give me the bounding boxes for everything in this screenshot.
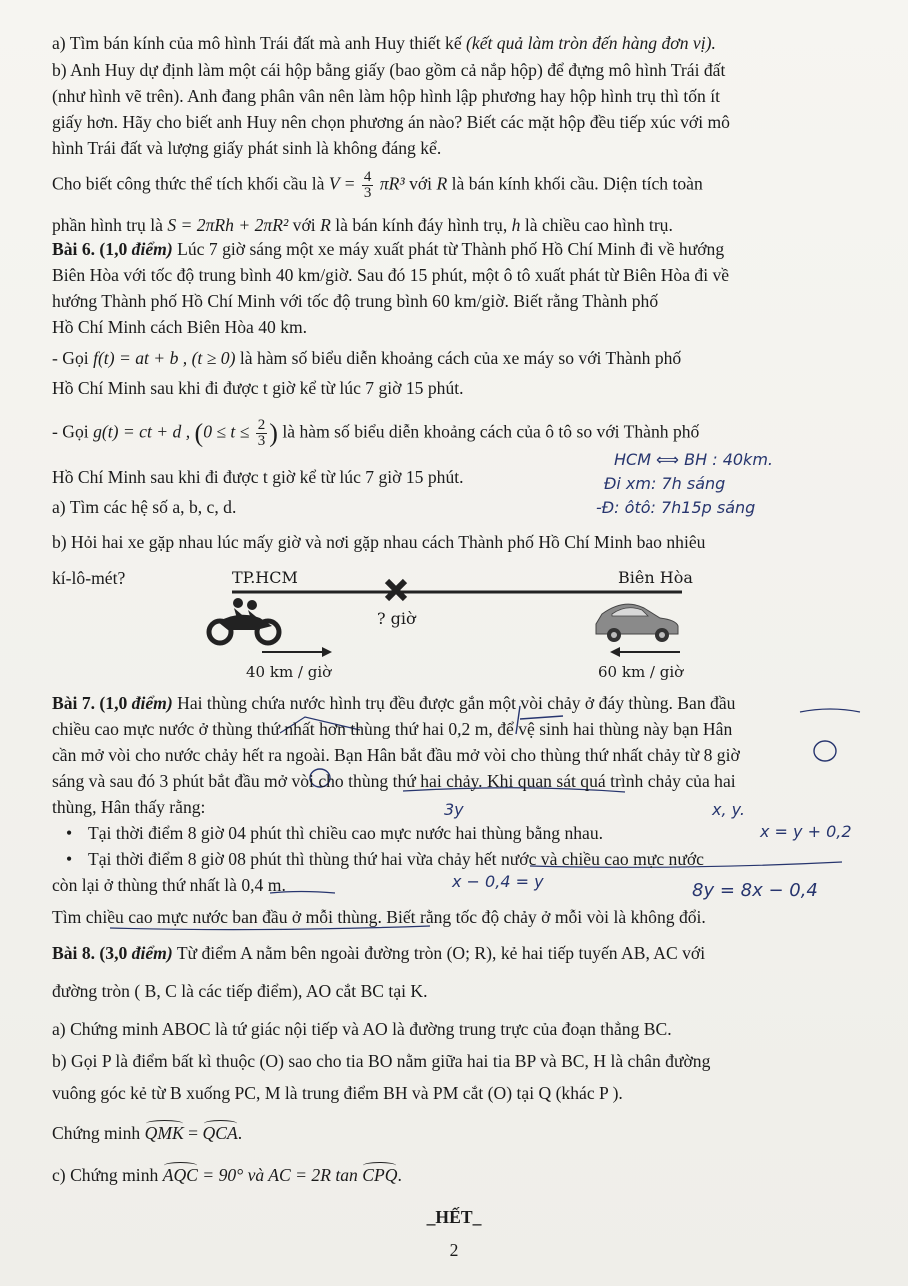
text-line: b) Hỏi hai xe gặp nhau lúc mấy giờ và nơi gặp nhau cách Thành phố Hồ Chí Minh bao nhiêu (52, 532, 706, 552)
end-marker: _HẾT_ (426, 1207, 482, 1227)
problem-7-heading: Bài 7. (1,0 điểm) Hai thùng chứa nước hình trụ đều được gắn một vòi chảy ở đáy thùng. Ban đầu (52, 693, 736, 713)
text-line: Tìm chiều cao mực nước ban đầu ở mỗi thùng. Biết rằng tốc độ chảy ở mỗi vòi là không đổi. (52, 907, 706, 927)
text-line: sáng và sau đó 3 phút bắt đầu mở vòi cho thùng thứ hai chảy. Khi quan sát quá trình chảy của hai (52, 771, 736, 791)
bullet-item: • Tại thời điểm 8 giờ 04 phút thì chiều cao mực nước hai thùng bằng nhau. (88, 822, 603, 844)
arrow-left-icon (610, 647, 680, 657)
car-icon (596, 604, 678, 642)
figure-label-meet-time: ? giờ (377, 609, 416, 628)
formula-line: - Gọi g(t) = ct + d , (0 ≤ t ≤ $\frac{2}{3}$ ) là hàm số biểu diễn khoảng cách của ô tô so với Thành phố (52, 417, 700, 449)
text-line: Hồ Chí Minh cách Biên Hòa 40 km. (52, 317, 308, 337)
formula-line: Cho biết công thức thể tích khối cầu là V = $\frac{4}{3}$ πR³ với R là bán kính khối cầu. Diện tích toàn (52, 169, 703, 201)
text-line: (như hình vẽ trên). Anh đang phân vân nên làm hộp hình lập phương hay hộp hình trụ thì tốn ít (52, 86, 721, 106)
fraction: $\frac{4}{3}$ (363, 169, 372, 201)
meeting-cross-icon (387, 581, 405, 599)
handwritten-note: x, y. (712, 800, 745, 819)
formula-line: c) Chứng minh AQC = 90° và AC = 2R tan CPQ. (52, 1165, 402, 1185)
handwritten-note: 8y = 8x − 0,4 (692, 880, 818, 901)
formula-line: Chứng minh QMK = QCA. (52, 1123, 243, 1143)
problem-8-heading: Bài 8. (3,0 điểm) Từ điểm A nằm bên ngoài đường tròn (O; R), kẻ hai tiếp tuyến AB, AC với (52, 943, 706, 963)
handwritten-note: x = y + 0,2 (760, 822, 852, 841)
text-line: a) Tìm các hệ số a, b, c, d. (52, 497, 237, 517)
text-line: a) Tìm bán kính của mô hình Trái đất mà anh Huy thiết kế (kết quả làm tròn đến hàng đơn vị). (52, 33, 716, 53)
arrow-right-icon (262, 647, 332, 657)
text-line: kí-lô-mét? (52, 568, 126, 588)
text-line: giấy hơn. Hãy cho biết anh Huy nên chọn phương án nào? Biết các mặt hộp đều tiếp xúc với mô (52, 112, 730, 132)
handwritten-note: HCM ⟺ BH : 40km. (614, 450, 773, 469)
figure-label-bienhoa: Biên Hòa (618, 568, 693, 587)
formula-line: - Gọi f(t) = at + b , (t ≥ 0) là hàm số biểu diễn khoảng cách của xe máy so với Thành phố (52, 348, 682, 368)
text-line: cần mở vòi cho nước chảy hết ra ngoài. Bạn Hân bắt đầu mở vòi cho thùng thứ nhất chảy từ 8 giờ (52, 745, 740, 765)
text-line: b) Anh Huy dự định làm một cái hộp bằng giấy (bao gồm cả nắp hộp) để đựng mô hình Trái đất (52, 60, 726, 80)
text-line: hình Trái đất và lượng giấy phát sinh là không đáng kể. (52, 138, 442, 158)
handwritten-note: -Đ: ôtô: 7h15p sáng (596, 498, 756, 517)
handwritten-note: Đi xm: 7h sáng (604, 474, 726, 493)
text-line: a) Chứng minh ABOC là tứ giác nội tiếp và AO là đường trung trực của đoạn thẳng BC. (52, 1019, 672, 1039)
text-line: chiều cao mực nước ở thùng thứ nhất hơn thùng thứ hai 0,2 m, để vệ sinh hai thùng này bạn Hân (52, 719, 733, 739)
text-line: còn lại ở thùng thứ nhất là 0,4 m. (52, 875, 286, 895)
figure-label-hcm: TP.HCM (232, 568, 298, 587)
page-number: 2 (449, 1240, 459, 1260)
text-line: b) Gọi P là điểm bất kì thuộc (O) sao cho tia BO nằm giữa hai tia BP và BC, H là chân đường (52, 1051, 711, 1071)
figure-speed-left: 40 km / giờ (246, 663, 332, 681)
fraction: $\frac{2}{3}$ (257, 417, 266, 449)
bullet-item: • Tại thời điểm 8 giờ 08 phút thì thùng thứ hai vừa chảy hết nước và chiều cao mực nước (88, 848, 704, 870)
text-line: Biên Hòa với tốc độ trung bình 40 km/giờ. Sau đó 15 phút, một ô tô xuất phát từ Biên Hòa đi về (52, 265, 730, 285)
text-line: thùng, Hân thấy rằng: (52, 797, 206, 817)
handwritten-note: 3y (444, 800, 464, 819)
motorbike-icon (209, 598, 279, 643)
text-line: hướng Thành phố Hồ Chí Minh với tốc độ trung bình 60 km/giờ. Biết rằng Thành phố (52, 291, 659, 311)
text-line: Hồ Chí Minh sau khi đi được t giờ kể từ lúc 7 giờ 15 phút. (52, 467, 464, 487)
formula-line: phần hình trụ là S = 2πRh + 2πR² với R là bán kính đáy hình trụ, h là chiều cao hình trụ. (52, 215, 673, 235)
text-line: vuông góc kẻ từ B xuống PC, M là trung điểm BH và PM cắt (O) tại Q (khác P ). (52, 1083, 623, 1103)
text-line: đường tròn ( B, C là các tiếp điểm), AO cắt BC tại K. (52, 981, 428, 1001)
figure-speed-right: 60 km / giờ (598, 663, 684, 681)
text-line: Hồ Chí Minh sau khi đi được t giờ kể từ lúc 7 giờ 15 phút. (52, 378, 464, 398)
handwritten-note: x − 0,4 = y (452, 872, 544, 891)
problem-6-heading: Bài 6. (1,0 điểm) Lúc 7 giờ sáng một xe máy xuất phát từ Thành phố Hồ Chí Minh đi về hướng (52, 239, 725, 259)
